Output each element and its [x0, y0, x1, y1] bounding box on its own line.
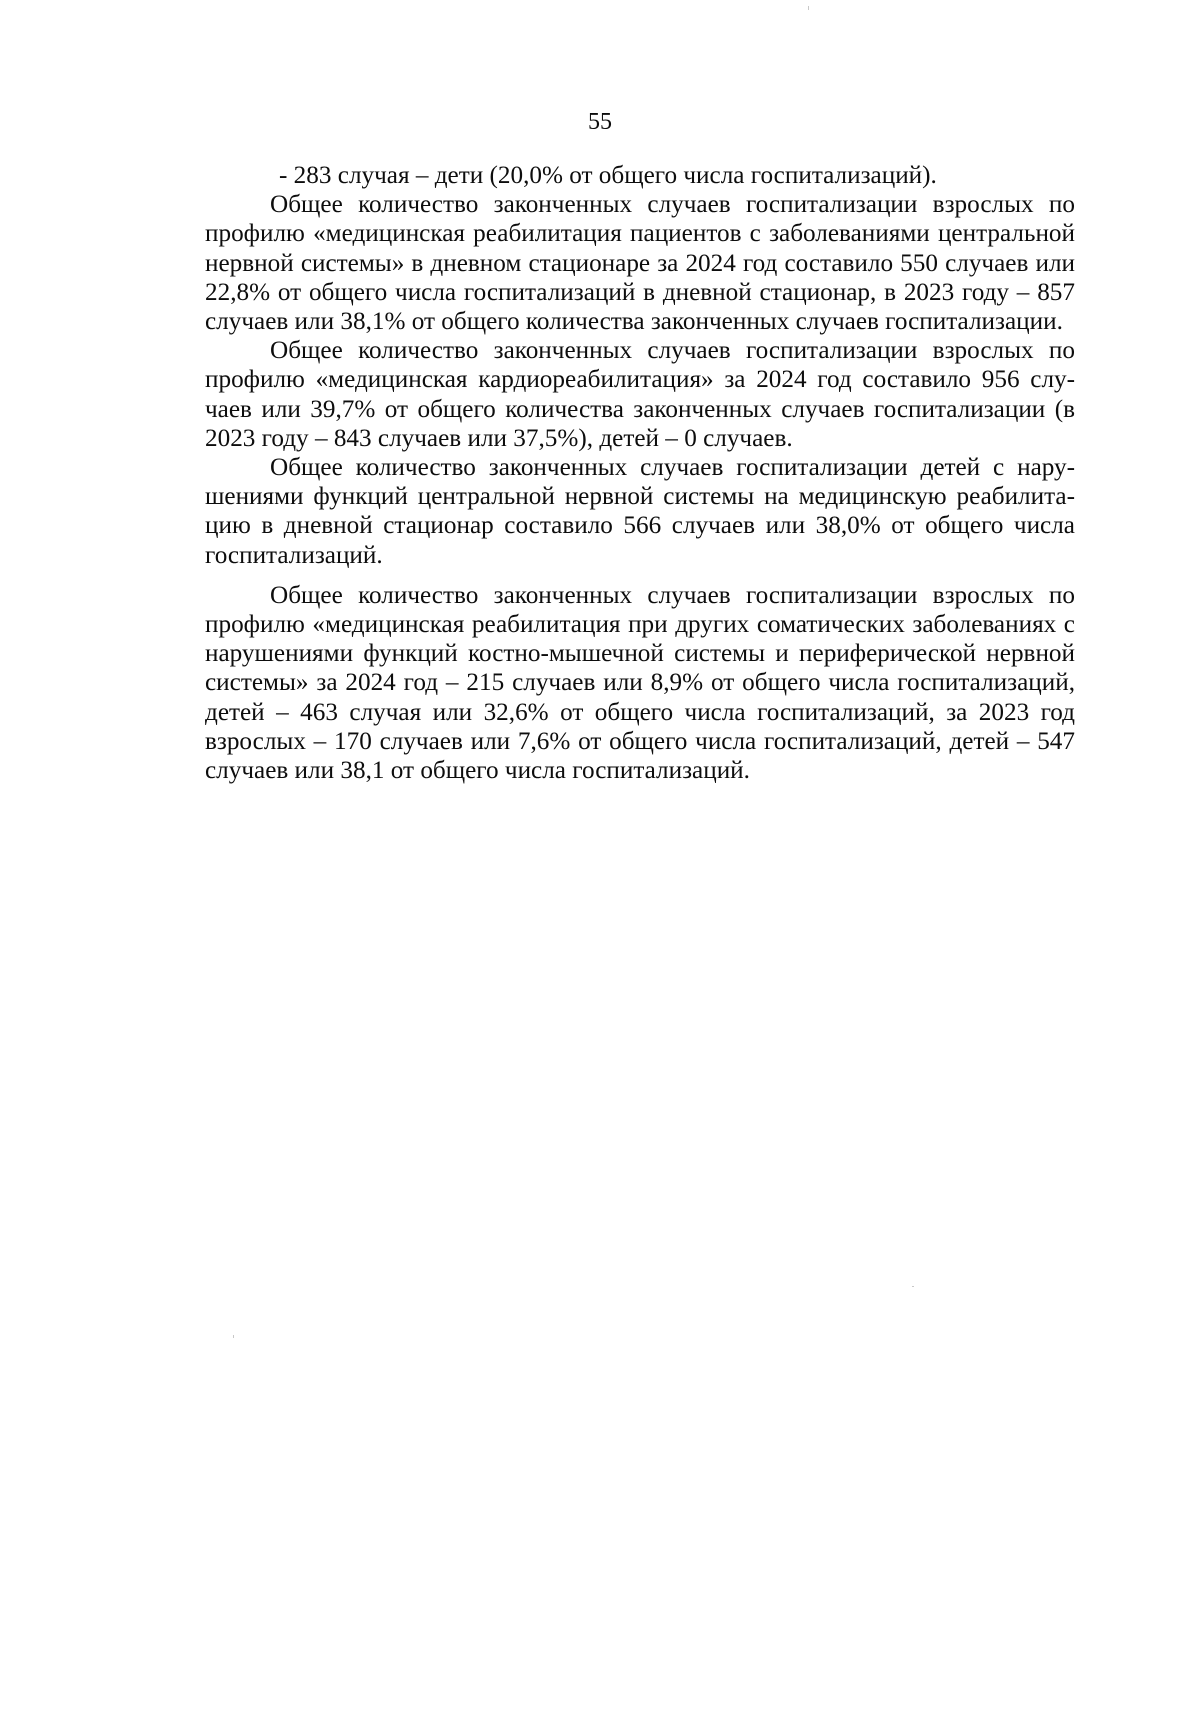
paragraph-cns-rehabilitation-adults: Общее количество законченных случаев госпитализации взрослых по профилю «медицинская реабилитация пациентов с заболеваниями центральной нервной системы» в дневном стационаре за 2024 год составило 550 случаев или 22,8% от общего числа госпитализаций в дневной стационар, в 2023 году – 857 случаев или 38,1% от общего количества законченных случаев госпитализации.: [205, 191, 1075, 336]
scan-speck: [912, 1286, 914, 1287]
scan-speck: [233, 1335, 234, 1338]
page-number: 55: [588, 109, 612, 135]
paragraph-cardiorehabilitation: Общее количество законченных случаев госпитализации взрослых по профилю «медицинская кардиореабилитация» за 2024 год составило 956 случаев или 39,7% от общего количества законченных случаев госпитализации (в 2023 году – 843 случаев или 37,5%), детей – 0 случаев.: [205, 337, 1075, 452]
paragraph-children-hospitalizations: - 283 случая – дети (20,0% от общего числа госпитализаций).: [279, 162, 937, 189]
paragraph-cns-rehabilitation-children: Общее количество законченных случаев госпитализации детей с нарушениями функций центральной нервной системы на медицинскую реабилитацию в дневной стационар составило 566 случаев или 38,0% от общего числа госпитализаций.: [205, 454, 1075, 569]
scan-speck: [808, 6, 809, 10]
paragraph-musculoskeletal-rehabilitation: Общее количество законченных случаев госпитализации взрослых по профилю «медицинская реабилитация при других соматических заболеваниях с нарушениями функций костно-мышечной системы и периферической нервной системы» за 2024 год – 215 случаев или 8,9% от общего числа госпитализаций, детей – 463 случая или 32,6% от общего числа госпитализаций, за 2023 год взрослых – 170 случаев или 7,6% от общего числа госпитализаций, детей – 547 случаев или 38,1 от общего числа госпитализаций.: [205, 581, 1075, 785]
document-body: [205, 161, 1075, 785]
